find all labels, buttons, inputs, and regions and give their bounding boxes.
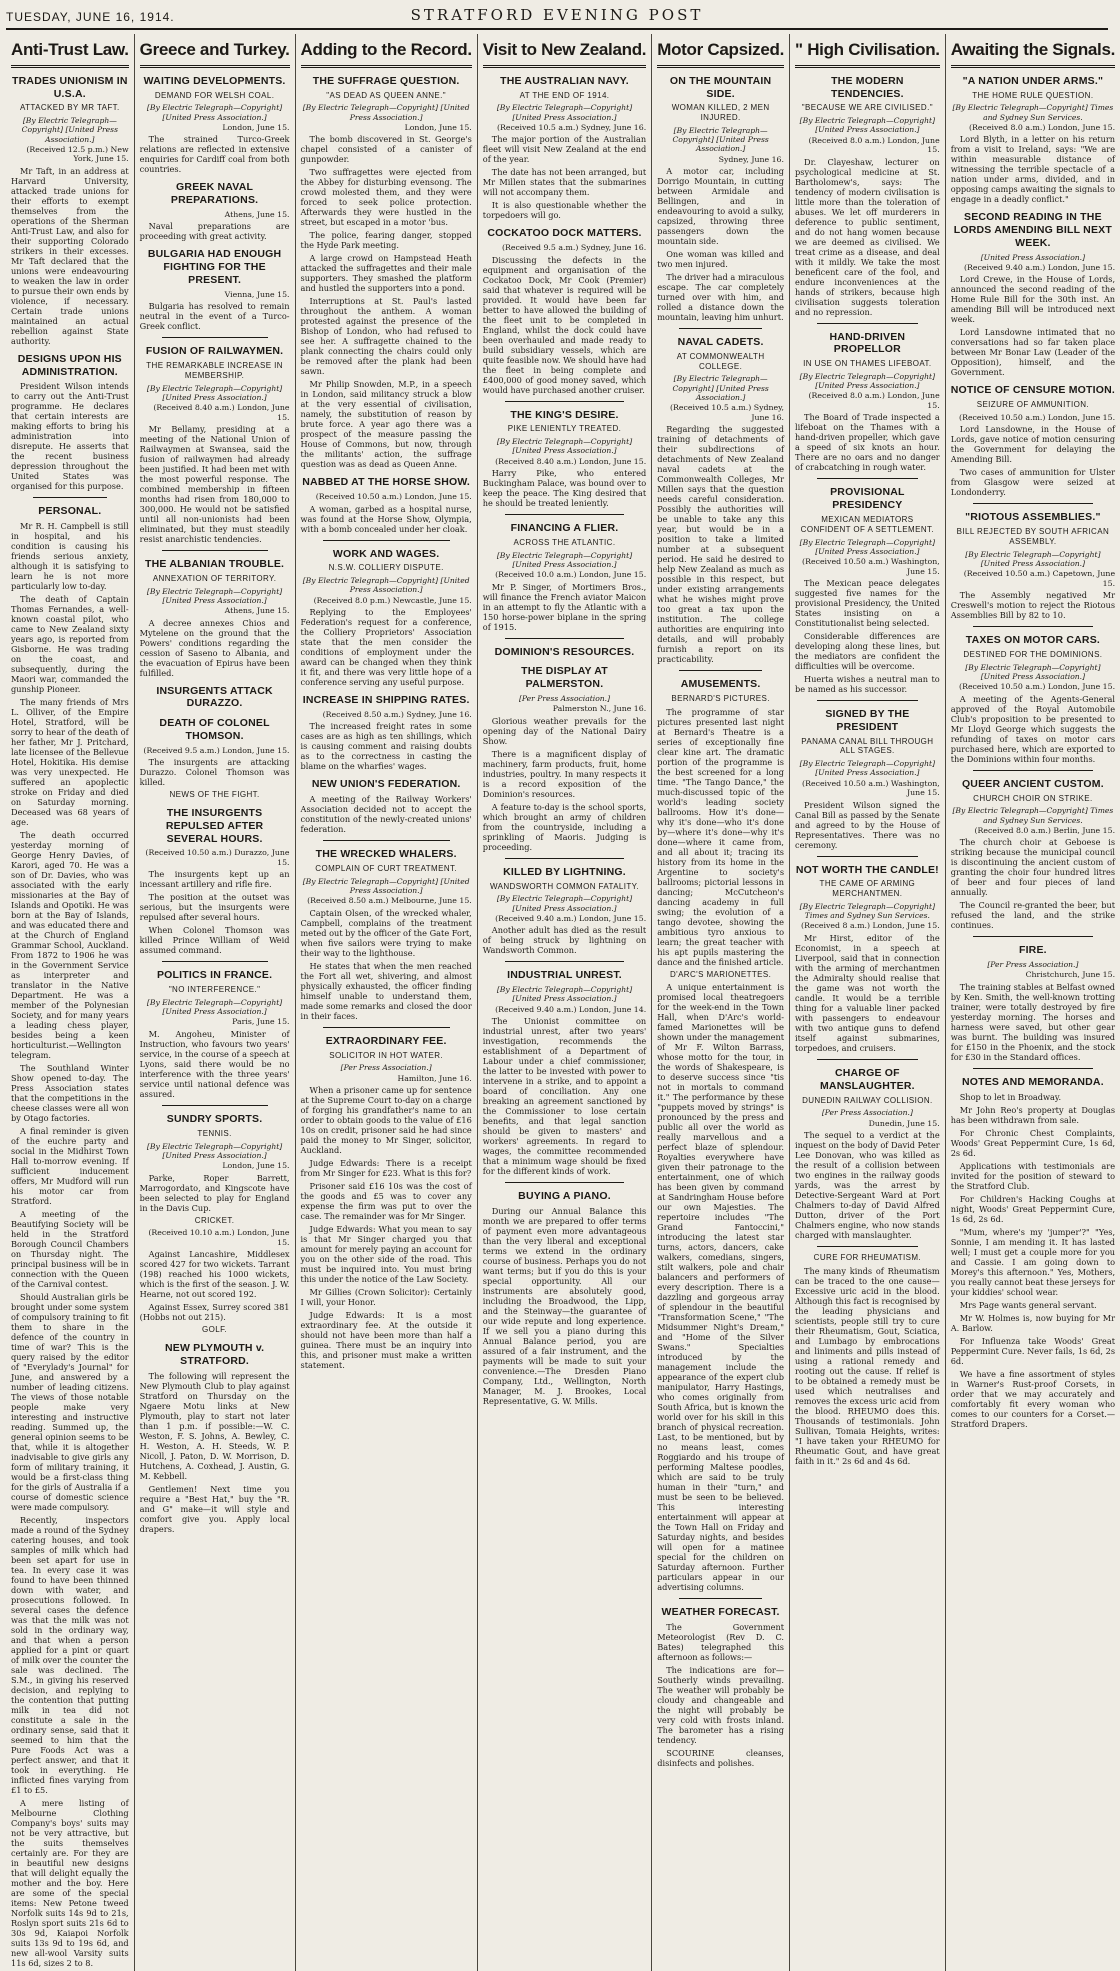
column-rule xyxy=(973,503,1093,504)
article-headline: TAXES ON MOTOR CARS. xyxy=(965,634,1101,647)
paper-name: STRATFORD EVENING POST xyxy=(410,6,704,24)
wire-credit: [By Electric Telegraph—Copyright] [United Press Association.] xyxy=(146,997,283,1017)
article-paragraph: Replying to the Employees' Federation's request for a conference, the Colliery Proprietors' Association state that the men consider the conditions of employment under the award can be changed when they think it fit, and there was very little hope of a conference serving any useful purpose. xyxy=(300,607,472,688)
article-paragraph: "Mum, where's my 'jumper'?" "Yes, Sonnie, I am mending it. It has lasted well; I must get a couple more for you and Cassie. I am going down to Morey's this afternoon." Yes, Mothers, you really cannot beat these jerseys for your kiddies' school wear. xyxy=(950,1226,1116,1297)
article-headline: THE DISPLAY AT PALMERSTON. xyxy=(521,665,608,691)
article-headline: TRADES UNIONISM IN U.S.A. xyxy=(12,74,128,100)
column-7 xyxy=(946,34,1120,1971)
article-headline: KILLED BY LIGHTNING. xyxy=(503,865,626,878)
article-paragraph: There is a magnificent display of machinery, farm products, fruit, home industries, poultry. In many respects it is a record exposition of the Dominion's resources. xyxy=(482,748,647,799)
column-title: Awaiting the Signals. xyxy=(951,34,1115,68)
article-paragraph: Considerable differences are developing along these lines, but the mediators are confident the difficulties will be overcome. xyxy=(795,631,940,672)
article-headline: FIRE. xyxy=(1018,944,1047,957)
dateline: (Received 9.40 a.m.) London, June 15. xyxy=(495,913,647,923)
article-paragraph: The Government Meteorologist (Rev D. C. Bates) telegraphed this afternoon as follows:— xyxy=(657,1622,785,1663)
article-paragraph: The Southland Winter Show opened to-day. The Press Association states that the competitions in the cheese classes were all won by Otago factories. xyxy=(11,1063,129,1124)
wire-credit: [Per Press Association.] xyxy=(987,960,1079,970)
wire-credit: [By Electric Telegraph—Copyright] Times and Sydney Sun Services. xyxy=(952,806,1114,825)
article-headline: "A NATION UNDER ARMS." xyxy=(962,74,1104,87)
article-paragraph: When Colonel Thomson was killed Prince William of Weid assumed command. xyxy=(139,925,290,956)
article-paragraph: Regarding the suggested training of detachments of their subdirections of detachments of New Zealand naval cadets at the Commonwealth Colleges, Mr Millen says that the question needs careful consideration. Possibly the authorities will be unable to take any this year, but would be in a position to take a limited number at a subsequent period. He said he desired to help New Zealand as much as possible in this respect, but under existing arrangements what he wishes might prove too great a tax upon the institution. The college authorities are enquiring into details, and will probably furnish a report on its practicability. xyxy=(657,424,785,665)
article-headline: WORK AND WAGES. xyxy=(332,547,440,560)
dateline: London, June 15. xyxy=(222,122,290,132)
article-paragraph: Mr Bellamy, presiding at a meeting of the National Union of Railwaymen at Swansea, said the fusion of railwaymen had already been justified. It had been met with the most powerful response. The combined membership in fifteen months had risen from 180,000 to 300,000. He would not be satisfied until all non-unionists had been eliminated, but they must steadily resist anarchistic tendencies. xyxy=(139,424,290,545)
article-paragraph: President Wilson intends to carry out the Anti-Trust programme. He declares that certain interests are making efforts to bring his administration into disrepute. He asserts that the recent business depression throughout the United States was organised for this purpose. xyxy=(11,381,129,492)
article-paragraph: Prisoner said £16 10s was the cost of the goods and £5 was to cover any expense the firm was put to over the case. The remainder was for Mr Singer. xyxy=(300,1181,472,1222)
article-subheading: CRICKET. xyxy=(194,1215,235,1225)
article-paragraph: Two suffragettes were ejected from the Abbey for disturbing evensong. The crowd molested them, and they were forced to seek police protection. Afterwards they were hustled in the street, but escaped in a motor 'bus. xyxy=(300,167,472,228)
dateline: (Received 9.5 a.m.) London, June 15. xyxy=(143,745,290,755)
article-paragraph: Huerta wishes a neutral man to be named as his successor. xyxy=(795,674,940,695)
article-paragraph: The programme of star pictures presented last night at Bernard's Theatre is a series of exceptionally fine clear kine art. The dramatic portion of the programme is the best screened for a long time. "The Tango Dance," the much-discussed topic of the world's leading society ballrooms. How it's done—why it's done—who it's done by—where it's done—why it's done—where it came from, and all about it; tracing its history from its home in the Argentine to society's ballrooms; pictorial lessons in dancing; McCutcheon's dancing academy in full swing; the evolution of a tango devotee, showing the ambitious tyro anxious to learn; the great teacher with his apt pupils mastering the dance and the finished article. xyxy=(657,706,785,967)
article-paragraph: Glorious weather prevails for the opening day of the National Dairy Show. xyxy=(482,715,647,746)
dateline: Vienna, June 15. xyxy=(224,289,290,299)
column-4 xyxy=(478,34,652,1971)
dateline: (Received 10.50 a.m.) Washington, June 15. xyxy=(802,778,940,798)
article-headline: THE INSURGENTS REPULSED AFTER SEVERAL HOURS. xyxy=(165,807,264,845)
dateline: Athens, June 15. xyxy=(224,606,290,616)
article-paragraph: Two cases of ammunition for Ulster from Glasgow were seized at Londonderry. xyxy=(950,467,1116,498)
article-headline: NOTICE OF CENSURE MOTION. xyxy=(950,384,1116,397)
column-rule xyxy=(679,1598,762,1599)
columns xyxy=(6,34,1116,1969)
article-headline: NABBED AT THE HORSE SHOW. xyxy=(302,476,471,489)
column-rule xyxy=(33,497,107,498)
article-subheading: BILL REJECTED BY SOUTH AFRICAN ASSEMBLY. xyxy=(956,527,1110,547)
article-headline: THE KING'S DESIRE. xyxy=(510,408,619,421)
article-headline: INCREASE IN SHIPPING RATES. xyxy=(302,694,470,707)
article-paragraph: Lord Blyth, in a letter on his return from a visit to Ireland, says: "We are within measurable distance of witnessing the terrible spectacle of a nation under arms, divided, and in opposing camps awaiting the signals to engage in a deadly conflict." xyxy=(950,134,1116,205)
article-subheading: N.S.W. COLLIERY DISPUTE. xyxy=(328,563,444,573)
column-3 xyxy=(296,34,478,1971)
dateline: Athens, June 15. xyxy=(224,209,290,219)
article-paragraph: Mr P. Singer, of Mortimers Bros., will finance the French aviator Maicon in an attempt to fly the Atlantic with a 150 horse-power biplane in the spring of 1915. xyxy=(482,581,647,632)
column-rule xyxy=(973,1068,1093,1069)
wire-credit: [By Electric Telegraph—Copyright] [United Press Association.] xyxy=(146,586,283,605)
article-headline: FINANCING A FLIER. xyxy=(510,522,619,535)
wire-credit: [By Electric Telegraph—Copyright] [United Press Association.] xyxy=(965,662,1101,682)
article-paragraph: Mr W. Holmes is, now buying for Mr A. Barlow. xyxy=(950,1312,1116,1333)
article-paragraph: A feature to-day is the school sports, which brought an army of children from the countryside, including a sprinkling of Maoris. Judging is proceeding. xyxy=(482,801,647,852)
article-paragraph: A meeting of the Railway Workers' Association decided not to accept the constitution of the newly-created unions' federation. xyxy=(300,794,472,835)
wire-credit: [Per Press Association.] xyxy=(340,1063,432,1073)
dateline: (Received 10.10 a.m.) London, June 15. xyxy=(148,1228,290,1247)
column-rule xyxy=(162,961,268,962)
wire-credit: [By Electric Telegraph—Copyright] [United Press Association.] xyxy=(302,103,470,122)
article-paragraph: Mrs Page wants general servant. xyxy=(959,1299,1097,1310)
article-headline: SIGNED BY THE PRESIDENT xyxy=(825,708,910,733)
article-subheading: CHURCH CHOIR ON STRIKE. xyxy=(973,793,1093,803)
article-paragraph: The position at the outset was serious, but the insurgents were repulsed after several hours. xyxy=(139,892,290,923)
article-headline: NEW PLYMOUTH v. STRATFORD. xyxy=(164,1342,265,1367)
column-rule xyxy=(973,770,1093,771)
article-subheading: PANAMA CANAL BILL THROUGH ALL STAGES. xyxy=(801,736,934,756)
dateline: Palmerston N., June 16. xyxy=(552,704,647,714)
article-paragraph: A motor car, including Dorrigo Mountain, in cutting between Armidale and Bellingen, and in endeavouring to avoid a sulky, capsized, throwing three passengers down the mountain side. xyxy=(657,166,785,247)
dateline: (Received 8.50 a.m.) Melbourne, June 15. xyxy=(307,896,472,906)
article-headline: THE ALBANIAN TROUBLE. xyxy=(145,558,285,571)
article-headline: AMUSEMENTS. xyxy=(680,678,761,691)
column-rule xyxy=(817,323,918,324)
article-headline: SECOND READING IN THE LORDS AMENDING BILL NEXT WEEK. xyxy=(953,211,1112,249)
article-paragraph: The Council re-granted the beer, but refused the land, and the strike continues. xyxy=(950,900,1116,931)
column-rule xyxy=(973,626,1093,627)
article-paragraph: Naval preparations are proceeding with great activity. xyxy=(139,221,290,242)
column-title: Greece and Turkey. xyxy=(140,34,290,68)
article-paragraph: Parke, Roper Barrett, Marrogordato, and Kingscote have been selected to play for England in the Davis Cup. xyxy=(139,1172,290,1213)
article-headline: THE WRECKED WHALERS. xyxy=(315,848,457,861)
issue-date: TUESDAY, JUNE 16, 1914. xyxy=(6,10,175,24)
article-paragraph: A decree annexes Chios and Mytelene on the ground that the Powers' conditions regarding the cession of Saseno to Albania, and the evacuation of Epirus have been fulfilled. xyxy=(139,617,290,678)
article-paragraph: A final reminder is given of the euchre party and social in the Midhirst Town Hall to-morrow evening. If sufficient inducement offers, Mr Mudford will run his motor car from Stratford. xyxy=(11,1126,129,1207)
column-rule xyxy=(323,1027,450,1028)
column-rule xyxy=(323,540,450,541)
article-paragraph: The Board of Trade inspected a lifeboat on the Thames with a hand-driven propeller, which gave a speed of six knots an hour. There are no oars and no danger of crabcatching in rough water. xyxy=(795,412,940,473)
article-paragraph: Another adult has died as the result of being struck by lightning on Wandsworth Common. xyxy=(482,925,647,956)
article-headline: BULGARIA HAD ENOUGH FIGHTING FOR THE PRESENT. xyxy=(147,248,282,286)
article-subheading: AT THE END OF 1914. xyxy=(519,90,610,100)
article-paragraph: Discussing the defects in the equipment and organisation of the Cockatoo Dock, Mr Cook (Premier) said that whatever is required will be provided. It would have been far better to have allowed the building of the fleet unit to be completed in England, whilst the dock could have been overhauled and made ready to build subsidiary vessels, which are quite feasible now. We should have had the fleet in being complete and £400,000 of good money saved, which would have purchased another cruiser. xyxy=(482,254,647,395)
article-headline: "RIOTOUS ASSEMBLIES." xyxy=(965,511,1101,524)
dateline: London, June 15. xyxy=(404,122,472,132)
column-2 xyxy=(135,34,296,1971)
column-rule xyxy=(973,936,1093,937)
wire-credit: [By Electric Telegraph—Copyright] [United Press Association.] xyxy=(965,549,1101,569)
wire-credit: [By Electric Telegraph—Copyright] Times and Sydney Sun Services. xyxy=(952,103,1114,122)
dateline: (Received 9.40 a.m.) London, June 14. xyxy=(495,1004,647,1014)
column-rule xyxy=(162,550,268,551)
column-rule xyxy=(817,1246,918,1247)
article-subheading: DUNEDIN RAILWAY COLLISION. xyxy=(802,1095,933,1105)
article-subheading: GOLF. xyxy=(202,1325,228,1335)
article-paragraph: The death of Captain Thomas Fernandes, a well-known coastal pilot, who came to New Zealand sixty years ago, is reported from Gisborne. He was trading on the coast, and subsequently, during the Maori war, commanded the gunship Pioneer. xyxy=(11,594,129,695)
dateline: (Received 8.40 a.m.) London, June 15. xyxy=(495,456,647,466)
article-paragraph: He states that when the men reached the Fort all wet, shivering, and almost physically exhausted, the officer finding himself unable to understand them, made some remarks and closed the door in their faces. xyxy=(300,960,472,1021)
article-paragraph: The many friends of Mrs L. Olliver, of the Empire Hotel, Stratford, will be sorry to hear of the death of her father, Mr J. Pritchard, late licensee of the Bellevue Hotel, Hokitika. His demise was very unexpected. He suffered an apoplectic stroke on Friday and died on Saturday morning. Deceased was 68 years of age. xyxy=(11,697,129,828)
column-title: Anti-Trust Law. xyxy=(11,34,129,68)
article-paragraph: It is also questionable whether the torpedoers will go. xyxy=(482,200,647,221)
wire-credit: [By Electric Telegraph—Copyright] [United Press Association.] xyxy=(496,437,633,456)
article-headline: WAITING DEVELOPMENTS. xyxy=(143,74,286,87)
article-paragraph: The Unionist committee on industrial unrest, after two years' investigation, recommends the establishment of a Department of Labour under a chief commissioner, the latter to be invested with power to intervene in a strike, and to appoint a board of conciliation. Any one breaking an agreement sanctioned by the Commissioner to lose certain benefits, and that legal sanction should be given to masters' and workers' agreements. In regard to wages, the committee recommended that a minimum wage should be fixed for the different kinds of work. xyxy=(482,1016,647,1177)
column-rule xyxy=(679,328,762,329)
column-rule xyxy=(817,478,918,479)
article-paragraph: The death occurred yesterday morning of George Henry Davies, of Karori, aged 70. He was a son of Dr. Davies, who was associated with the early missionaries at the Bay of Islands and Opotiki. He was born at the Bay of Islands, and was educated there and at the Church of England Grammar School, Auckland. From 1872 to 1906 he was in the Government Service as interpreter and translator in the Native Department. He was a member of the Polynesian Society, and for many years a leading chess player, besides being a keen horticulturist.—Wellington telegram. xyxy=(11,830,129,1061)
dateline: (Received 8.0 a.m.) London, June 15. xyxy=(968,122,1116,132)
article-paragraph: The driver had a miraculous escape. The car completely turned over with him, and rolled a distance down the mountain, leaving him unhurt. xyxy=(657,272,785,323)
article-paragraph: The church choir at Geboese is striking because the municipal council is discontinuing the ancient custom of granting the choir four hundred litres of beer and four pieces of land annually. xyxy=(950,837,1116,898)
article-paragraph: Mr John Reo's property at Douglas has been withdrawn from sale. xyxy=(950,1104,1116,1125)
article-paragraph: The major portion of the Australian fleet will visit New Zealand at the end of the year. xyxy=(482,134,647,165)
dateline: (Received 10.0 a.m.) London, June 15. xyxy=(495,570,647,580)
column-title: Visit to New Zealand. xyxy=(483,34,646,68)
wire-credit: [By Electric Telegraph—Copyright] [United Press Association.] xyxy=(496,985,633,1004)
column-rule xyxy=(505,638,624,639)
column-rule xyxy=(505,961,624,962)
wire-credit: [Per Press Association.] xyxy=(821,1108,913,1118)
article-paragraph: Lord Lansdowne intimated that no conversations had so far taken place between Mr Bonar Law (Leader of the Opposition), himself, and the Government. xyxy=(950,327,1116,378)
article-headline: FUSION OF RAILWAYMEN. xyxy=(145,345,284,358)
article-paragraph: The sequel to a verdict at the inquest on the body of David Peter Lee Donovan, who was killed as the result of a collision between two engines in the railway goods yards, was the arrest by Detective-Sergeant Ward at Port Chalmers to-day of David Alfred Dutton, driver of the Port Chalmers engine, who now stands charged with manslaughter. xyxy=(795,1130,940,1240)
article-headline: CHARGE OF MANSLAUGHTER. xyxy=(819,1066,915,1092)
dateline: Christchurch, June 15. xyxy=(1025,970,1116,980)
column-rule xyxy=(505,401,624,402)
column-title: " High Civilisation. xyxy=(795,34,940,68)
wire-credit: [By Electric Telegraph—Copyright] [United Press Association.] xyxy=(21,116,118,144)
wire-credit: [By Electric Telegraph—Copyright] [United Press Association.] xyxy=(496,894,633,913)
dateline: (Received 12.5 p.m.) New York, June 15. xyxy=(26,144,129,164)
dateline: (Received 10.50 a.m.) London, June 15. xyxy=(959,412,1116,422)
dateline: Hamilton, June 16. xyxy=(397,1073,472,1083)
article-paragraph: Lord Crewe, in the House of Lords, announced the second reading of the Home Rule Bill for the 30th inst. An amending Bill will be introduced next week. xyxy=(950,274,1116,325)
dateline: (Received 10.50 a.m.) Durazzo, June 15. xyxy=(145,848,290,867)
article-subheading: PIKE LENIENTLY TREATED. xyxy=(507,424,622,434)
article-subheading: TENNIS. xyxy=(197,1128,232,1138)
dateline: (Received 10.5 a.m.) Sydney, June 16. xyxy=(497,122,647,132)
dateline: (Received 8 a.m.) London, June 15. xyxy=(801,921,940,931)
dateline: (Received 9.40 a.m.) London, June 15. xyxy=(963,262,1116,272)
article-paragraph: The many kinds of Rheumatism can be traced to the one cause—Excessive uric acid in the blood. Although this fact is recognised by the leading physicians and scientists, people still try to cure their Rheumatism, Gout, Sciatica, and Lumbago by embrocations and liniments and pills instead of using a rational remedy and rooting out the cause. If relief is to be obtained a remedy must be used which neutralises and removes the excess uric acid from the blood. RHEUMO does this. Thousands of testimonials. John Sullivan, Tomaia Heights, writes: "I have taken your RHEUMO for Rheumatic Gout, and have great faith in it." 2s 6d and 4s 6d. xyxy=(795,1265,940,1466)
article-headline: NOT WORTH THE CANDLE! xyxy=(795,863,939,876)
article-headline: BUYING A PIANO. xyxy=(518,1190,611,1203)
article-subheading: NEWS OF THE FIGHT. xyxy=(169,790,260,800)
article-headline: THE MODERN TENDENCIES. xyxy=(830,74,904,100)
article-paragraph: A meeting of the Agents-General approved of the Royal Automobile Club's proposition to be presented to Mr Lloyd George which suggests the refunding of taxes on motor cars purchased here, which are exported to the Dominions within four months. xyxy=(950,693,1116,764)
wire-credit: [By Electric Telegraph—Copyright] [United Press Association.] xyxy=(146,1141,283,1160)
article-paragraph: The indications are for—Southerly winds prevailing. The weather will probably be cloudy and changeable and the night will probably be very cold with frosts inland. The barometer has a rising tendency. xyxy=(657,1665,785,1746)
article-subheading: D'ARC'S MARIONETTES. xyxy=(669,969,772,979)
column-rule xyxy=(505,1182,624,1183)
article-subheading: ATTACKED BY MR TAFT. xyxy=(19,103,120,113)
article-subheading: WANDSWORTH COMMON FATALITY. xyxy=(489,881,640,891)
article-subheading: DESTINED FOR THE DOMINIONS. xyxy=(963,650,1103,660)
article-subheading: SOLICITOR IN HOT WATER. xyxy=(329,1050,444,1060)
column-rule xyxy=(679,670,762,671)
article-paragraph: The following will represent the New Plymouth Club to play against Stratford on Thursday on the Ngaere Motu links at New Plymouth, play to start not later than 1 p.m. if possible:—W. C. Weston, F. S. Johns, A. Bewley, C. H. Weston, A. H. Steeds, W. P. Nicoll, J. Paton, D. W. Morrison, D. Hutchens, A. Coxhead, J. Austin, G. M. Kebbell. xyxy=(139,1370,290,1481)
article-paragraph: Against Lancashire, Middlesex scored 427 for two wickets. Tarrant (198) reached his 1000 wickets, which is the first of the season. J. W. Hearne, not out scored 192. xyxy=(139,1249,290,1300)
wire-credit: [Per Press Association.] xyxy=(518,694,611,704)
article-subheading: ACROSS THE ATLANTIC. xyxy=(513,537,616,547)
article-paragraph: Mr Taft, in an address at Harvard University, attacked trade unions for their efforts to exempt themselves from the operations of the Sherman Anti-Trust Law, and also for their supporting Colorado strikers in their excesses. Mr Taft declared that the unions were endeavouring to weaken the law in order to pursue their own ends by violence, if necessary. Certain trade unions maintained an actual rebellion against State authority. xyxy=(11,165,129,346)
dateline: (Received 8.0 a.m.) London, June 15. xyxy=(808,135,940,155)
dateline: London, June 15. xyxy=(222,1161,290,1171)
article-headline: DOMINION'S RESOURCES. xyxy=(494,645,635,658)
article-paragraph: M. Angoheu, Minister of Instruction, who favours two years' service, in the course of a speech at Lyons, said there would be no interference with the three years' service until national defence was assured. xyxy=(139,1028,290,1099)
article-paragraph: For Children's Hacking Coughs at night, Woods' Great Peppermint Cure, 1s 6d, 2s 6d. xyxy=(950,1193,1116,1224)
article-paragraph: Judge Edwards: What you mean to say is that Mr Singer charged you that amount for merely paying an account for you on the other side of the road. This must be inquired into. You must bring this under the notice of the Law Society. xyxy=(300,1224,472,1285)
article-paragraph: SCOURINE cleanses, disinfects and polishes. xyxy=(657,1748,785,1769)
article-paragraph: A woman, garbed as a hospital nurse, was found at the Horse Show, Olympia, with a bomb concealed under her cloak. xyxy=(300,503,472,534)
article-paragraph: Harry Pike, who entered Buckingham Palace, was bound over to keep the peace. The King desired that he should be treated leniently. xyxy=(482,468,647,509)
article-headline: GREEK NAVAL PREPARATIONS. xyxy=(170,181,259,207)
column-5 xyxy=(652,34,790,1971)
article-paragraph: Judge Edwards: There is a receipt from Mr Singer for £23. What is this for? xyxy=(300,1158,472,1179)
article-headline: EXTRAORDINARY FEE. xyxy=(325,1034,447,1047)
article-paragraph: Mr Gillies (Crown Solicitor): Certainly I will, your Honor. xyxy=(300,1287,472,1308)
column-6 xyxy=(790,34,946,1971)
article-subheading: MEXICAN MEDIATORS CONFIDENT OF A SETTLEMENT. xyxy=(800,515,935,534)
article-headline: DESIGNS UPON HIS ADMINISTRATION. xyxy=(17,352,122,378)
wire-credit: [By Electric Telegraph—Copyright] [United Press Association.] xyxy=(672,125,769,154)
column-rule xyxy=(817,700,918,701)
article-paragraph: Mr R. H. Campbell is still in hospital, and his condition is causing his friends serious anxiety, although it is satisfying to learn he is not more particularly low to-day. xyxy=(11,521,129,592)
article-subheading: CURE FOR RHEUMATISM. xyxy=(813,1253,922,1262)
article-headline: POLITICS IN FRANCE. xyxy=(156,969,273,982)
article-subheading: DEMAND FOR WELSH COAL. xyxy=(154,90,275,100)
article-subheading: "NO INTERFERENCE." xyxy=(168,985,261,995)
article-subheading: BERNARD'S PICTURES. xyxy=(671,693,770,703)
article-paragraph: For Influenza take Woods' Great Peppermint Cure. Never fails, 1s 6d, 2s 6d. xyxy=(950,1335,1116,1366)
article-subheading: "BECAUSE WE ARE CIVILISED." xyxy=(801,103,933,113)
article-paragraph: One woman was killed and two men injured. xyxy=(657,249,785,270)
article-paragraph: For Chronic Chest Complaints, Woods' Great Peppermint Cure, 1s 6d, 2s 6d. xyxy=(950,1127,1116,1158)
article-paragraph: When a prisoner came up for sentence at the Supreme Court to-day on a charge of forging his grandfather's name to an order to obtain goods to the value of £16 10s on credit, prisoner said he had since paid the money to Mr Singer, solicitor, Auckland. xyxy=(300,1085,472,1156)
article-paragraph: Shop to let in Broadway. xyxy=(959,1091,1062,1102)
article-headline: QUEER ANCIENT CUSTOM. xyxy=(961,777,1104,790)
dateline: (Received 8.0 a.m.) London, June 15. xyxy=(808,391,940,410)
article-subheading: WOMAN KILLED, 2 MEN INJURED. xyxy=(671,103,770,123)
column-rule xyxy=(505,858,624,859)
wire-credit: [By Electric Telegraph—Copyright] [United Press Association.] xyxy=(496,550,633,569)
wire-credit: [By Electric Telegraph—Copyright] Times and Sydney Sun Services. xyxy=(799,901,936,921)
article-subheading: COMPLAIN OF CURT TREATMENT. xyxy=(315,864,458,874)
article-paragraph: During our Annual Balance this month we are prepared to offer terms of payment even more advantageous than the very liberal and exceptional terms we extend in the ordinary course of business. Perhaps you do not want terms; but if you do this is your special opportunity. All our instruments are absolutely good, including the Broadwood, the Lipp, and the Steinway—the guarantee of our wide repute and long experience. If we sell you a piano during this Annual Balance period, you are assured of a fair instrument, and the payments will be made to suit your convenience.—The Dresden Piano Company, Ltd., Wellington, North Manager, M. J. Brookes, Local Representative, G. W. Mills. xyxy=(482,1205,647,1406)
column-rule xyxy=(817,856,918,857)
article-subheading: IN USE ON THAMES LIFEBOAT. xyxy=(803,359,932,369)
dateline: (Received 10.50 a.m.) Washington, June 15. xyxy=(802,557,940,576)
article-paragraph: The date has not been arranged, but Mr Millen states that the submarines will not accompany them. xyxy=(482,167,647,198)
dateline: Dunedin, June 15. xyxy=(868,1118,940,1128)
wire-credit: [By Electric Telegraph—Copyright] [United Press Association.] xyxy=(672,374,769,402)
article-paragraph: Recently, inspectors made a round of the Sydney catering houses, and took samples of milk which had been set apart for use in tea. In every case it was found to have been thinned down with water, and prosecutions followed. In several cases the defence was that the milk was not sold in the ordinary way, and that when a person applied for a pint or quart of milk over the counter the sale was declined. The S.M., in giving his reserved decision, and replying to the contention that putting milk in tea did not constitute a sale in the ordinary sense, said that it seemed to him that the Pure Foods Act was a perfect answer, and that it took in everything. He inflicted fines varying from £1 to £5. xyxy=(11,1515,129,1796)
article-paragraph: Should Australian girls be brought under some system of compulsory training to fit them to share in the defence of the country in time of war? This is the query raised by the editor of "Everylady's Journal" for June, and answered by a number of leading citizens. The views of those notable people make very interesting and instructive reading. Summed up, the general opinion seems to be that, while it is altogether inadvisable to give girls any form of military training, it would be a first-class thing for the girls of Australia if a course of domestic science were made compulsory. xyxy=(11,1292,129,1513)
article-headline: NAVAL CADETS. xyxy=(677,336,764,349)
article-paragraph: The police, fearing danger, stopped the Hyde Park meeting. xyxy=(300,230,472,251)
article-headline: PERSONAL. xyxy=(38,505,102,518)
article-headline: THE SUFFRAGE QUESTION. xyxy=(312,74,460,87)
dateline: (Received 8.0 p.m.) Newcastle, June 15. xyxy=(313,595,472,605)
article-headline: WEATHER FORECAST. xyxy=(661,1606,780,1619)
article-paragraph: Judge Edwards: It is a most extraordinary fee. At the outside it should not have been more than half a guinea. There must be an inquiry into this, and prisoner must make a written statement. xyxy=(300,1310,472,1371)
dateline: (Received 10.5 a.m.) Sydney, June 16. xyxy=(669,403,785,422)
article-paragraph: The training stables at Belfast owned by Ken. Smith, the well-known trotting trainer, were totally destroyed by fire yesterday morning. The horses and harness were saved, but other gear was burnt. The building was insured for £150 in the Phoenix, and the stock for £30 in the Standard offices. xyxy=(950,981,1116,1062)
article-paragraph: Mr Philip Snowden, M.P., in a speech in London, said militancy struck a blow at the very essential of civilisation, namely, the substitution of reason by brute force. A year ago there was a prospect of the measure passing the House of Commons, but now, through the militants' action, the suffrage question was as dead as Queen Anne. xyxy=(300,379,472,470)
article-headline: SUNDRY SPORTS. xyxy=(166,1112,263,1125)
article-paragraph: Dr. Clayeshaw, lecturer on psychological medicine at St. Bartholomew's, says: The tendency of modern civilisation is little more than the toleration of abuses. We let off murderers in deference to public sentiment, and do not hang women because we are deemed as civilised. We treat crime as a disease, and deal with it mildly. We take the most beneficent care of the fool, and endure inconveniences at the hands of strikers, because high civilisation suggests toleration and no repression. xyxy=(795,156,940,317)
dateline: (Received 10.50 a.m.) London, June 15. xyxy=(315,492,472,502)
wire-credit: [By Electric Telegraph—Copyright] [United Press Association.] xyxy=(799,759,936,778)
article-headline: INDUSTRIAL UNREST. xyxy=(507,969,622,982)
dateline: (Received 9.5 a.m.) Sydney, June 16. xyxy=(501,243,647,253)
dateline: (Received 8.50 a.m.) Sydney, June 16. xyxy=(322,709,472,719)
article-paragraph: Applications with testimonials are invited for the position of steward to the Stratford Club. xyxy=(950,1160,1116,1191)
article-paragraph: President Wilson signed the Canal Bill as passed by the Senate and agreed to by the House of Representatives. There was no ceremony. xyxy=(795,799,940,850)
column-1 xyxy=(6,34,135,1971)
article-headline: HAND-DRIVEN PROPELLOR xyxy=(829,330,906,356)
dateline: Sydney, June 16. xyxy=(718,154,785,164)
wire-credit: [United Press Association.] xyxy=(980,252,1086,262)
wire-credit: [By Electric Telegraph—Copyright] [United Press Association.] xyxy=(799,537,936,556)
article-subheading: THE REMARKABLE INCREASE IN MEMBERSHIP. xyxy=(146,361,283,380)
article-subheading: THE CAME OF ARMING MERCHANTMEN. xyxy=(819,879,916,899)
column-title: Motor Capsized. xyxy=(657,34,784,68)
article-paragraph: Interruptions at St. Paul's lasted throughout the anthem. A woman protested against the presence of the Bishop of London, who had refused to see her. A suffragette chained to the plank connecting the chairs could only be removed after the plank had been sawn. xyxy=(300,296,472,377)
column-rule xyxy=(162,337,268,338)
article-paragraph: The Mexican peace delegates suggested five names for the provisional Presidency, the United States insisting on a Constitutionalist being selected. xyxy=(795,578,940,629)
article-paragraph: The increased freight rates in some cases are as high as ten shillings, which is causing comment and raising doubts as to the correctness in casting the blame on the wharfies' wages. xyxy=(300,721,472,772)
article-headline: COCKATOO DOCK MATTERS. xyxy=(487,227,642,240)
dateline: Paris, June 15. xyxy=(232,1017,290,1027)
article-headline: ON THE MOUNTAIN SIDE. xyxy=(669,74,772,100)
article-headline: NEW UNION'S FEDERATION. xyxy=(311,778,461,791)
wire-credit: [By Electric Telegraph—Copyright] [United Press Association.] xyxy=(146,103,283,122)
article-subheading: SEIZURE OF AMMUNITION. xyxy=(976,400,1090,410)
article-paragraph: The Assembly negatived Mr Creswell's motion to reject the Riotous Assemblies Bill by 82 to 10. xyxy=(950,590,1116,621)
article-subheading: AT COMMONWEALTH COLLEGE. xyxy=(676,351,765,371)
article-subheading: "AS DEAD AS QUEEN ANNE." xyxy=(326,90,447,100)
wire-credit: [By Electric Telegraph—Copyright] [United Press Association.] xyxy=(496,103,633,122)
wire-credit: [By Electric Telegraph—Copyright] [United Press Association.] xyxy=(146,383,283,402)
article-paragraph: Mr Hirst, editor of the Economist, in a speech at Liverpool, said that in connection with the arming of merchantmen the Admiralty should realise that the game was not worth the candle. It would be a terrible thing for a valuable liner packed with passengers to endeavour with two antique guns to defend itself against submarines, torpedoes, and cruisers. xyxy=(795,932,940,1053)
column-rule xyxy=(817,1059,918,1060)
article-paragraph: Gentlemen! Next time you require a "Best Hat," buy the "R. and G" make—it will style and comfort give you. Apply local drapers. xyxy=(139,1483,290,1534)
wire-credit: [By Electric Telegraph—Copyright] [United Press Association.] xyxy=(799,371,936,391)
article-paragraph: A unique entertainment is promised local theatregoers for the week-end in the Town Hall, when D'Arc's world-famed Marionettes will be shown under the management of Mr F. Wilton Barrass, whose motto for the tour, in the words of Shakespeare, is to deserve success since "tis not in mortals to command it." The performance by these "puppets moved by strings" is pronounced by the press and public all over the world as really marvellous and a perfect blaze of splendour. Royalties everywhere have given their patronage to the entertainment, one of which has been given by command at Sandringham House before our own Majesties. The repertoire includes "The Grand Fantoccini," introducing the latest star turns, actors, dancers, cake walkers, comedians, singers, stilt walkers, pole and chair balancers and performers of every description. There is a dazzling and gorgeous array of splendour in the beautiful "Transformation Scene," "The Midsummer Night's Dream," and "Home of the Silver Swans." Specialties introduced by the management include the appearance of the expert club manipulator, Harry Hastings, who comes originally from South Africa, but is known the world over for his skill in this branch of physical recreation. Last, to be mentioned, but by no means least, comes Roggiardo and his troupe of performing Maltese poodles, which are said to be truly human in their "turn," and must be seen to be believed. This interesting entertainment will appear at the Town Hall on Friday and Saturday nights, and besides will open for a matinee special for the children on Saturday afternoon. Further particulars appear in our advertising columns. xyxy=(657,982,785,1593)
wire-credit: [By Electric Telegraph—Copyright] [United Press Association.] xyxy=(302,876,470,896)
wire-credit: [By Electric Telegraph—Copyright] [United Press Association.] xyxy=(799,116,936,135)
article-paragraph: A meeting of the Beautifying Society will be held in the Stratford Borough Council Chambers on Thursday night. The principal business will be in connection with the Queen of the Carnival contest. xyxy=(11,1209,129,1290)
column-rule xyxy=(505,514,624,515)
article-headline: THE AUSTRALIAN NAVY. xyxy=(500,74,629,87)
masthead xyxy=(6,6,1108,30)
column-rule xyxy=(162,1105,268,1106)
article-headline: INSURGENTS ATTACK DURAZZO. xyxy=(156,684,273,710)
article-paragraph: Against Essex, Surrey scored 381 (Hobbs not out 215). xyxy=(139,1302,290,1323)
dateline: (Received 8.40 a.m.) London, June 15. xyxy=(153,403,290,422)
article-paragraph: The insurgents kept up an incessant artillery and rifle fire. xyxy=(139,869,290,890)
column-title: Adding to the Record. xyxy=(301,34,472,68)
article-paragraph: A mere listing of Melbourne Clothing Company's boys' suits may not be very attractive, but the suits themselves certainly are. For they are in beautiful new designs that will delight equally the mother and the boy. Here are some of the special items: New Petone tweed Norfolk suits 14s 9d to 21s, Roslyn sport suits 21s 6d to 30s 9d, Kaiapoi Norfolk suits 13s 9d to 19s 6d, and new all-wool Varsity suits 11s 6d, sizes 2 to 8. xyxy=(11,1798,129,1969)
article-paragraph: We have a fine assortment of styles in Warner's Rust-proof Corsets, in order that we may accurately and comfortably fit every woman who comes to our counters for a Corset.—Stratford Drapers. xyxy=(950,1368,1116,1429)
article-paragraph: Captain Olsen, of the wrecked whaler, Campbell, complains of the treatment meted out by the officer of the Gate Fort, when five sailors were trying to make their way to the lighthouse. xyxy=(300,907,472,958)
article-paragraph: The bomb discovered in St. George's chapel consisted of a canister of gunpowder. xyxy=(300,134,472,165)
article-paragraph: The strained Turco-Greek relations are reflected in extensive enquiries for Cardiff coal from both countries. xyxy=(139,134,290,175)
article-paragraph: Lord Lansdowne, in the House of Lords, gave notice of motion censuring the Government for delaying the Amending Bill. xyxy=(950,424,1116,465)
article-headline: DEATH OF COLONEL THOMSON. xyxy=(159,717,270,742)
dateline: (Received 8.0 a.m.) Berlin, June 15. xyxy=(974,825,1116,835)
article-paragraph: The insurgents are attacking Durazzo. Colonel Thomson was killed. xyxy=(139,757,290,788)
article-subheading: ANNEXATION OF TERRITORY. xyxy=(152,573,277,583)
article-subheading: THE HOME RULE QUESTION. xyxy=(972,90,1094,100)
column-rule xyxy=(323,840,450,841)
article-headline: NOTES AND MEMORANDA. xyxy=(961,1075,1104,1088)
article-headline: PROVISIONAL PRESIDENCY xyxy=(830,486,905,512)
wire-credit: [By Electric Telegraph—Copyright] [United Press Association.] xyxy=(302,576,470,595)
dateline: (Received 10.50 a.m.) London, June 15. xyxy=(959,682,1116,692)
article-paragraph: Bulgaria has resolved to remain neutral in the event of a Turco-Greek conflict. xyxy=(139,301,290,332)
article-paragraph: A large crowd on Hampstead Heath attacked the suffragettes and their male supporters. They smashed the platform and hustled the supporters into a pond. xyxy=(300,253,472,294)
dateline: (Received 10.50 a.m.) Capetown, June 15. xyxy=(963,569,1116,588)
